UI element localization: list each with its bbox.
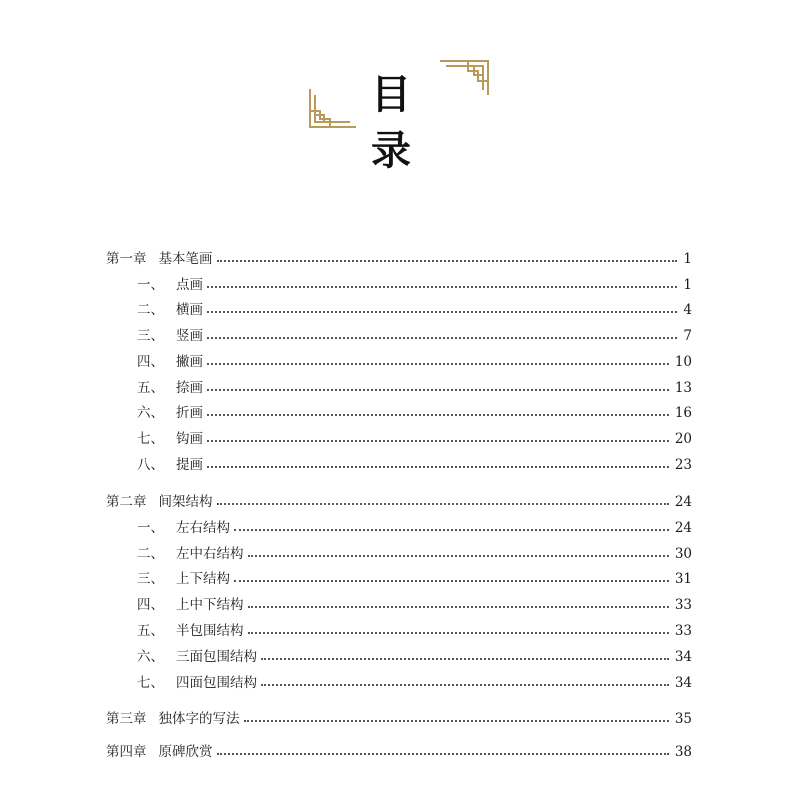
toc-section-entry (0, 594, 800, 616)
toc-page-number: 13 (674, 380, 692, 396)
toc-entry-title: 原碑欣赏 (158, 744, 213, 760)
toc-entry-label (137, 594, 244, 616)
toc-page-number: 34 (674, 649, 692, 665)
toc-entry-label (106, 248, 213, 270)
toc-entry-label (137, 517, 230, 539)
toc-dot-leader (207, 311, 677, 313)
toc-entry-title: 折画 (176, 405, 203, 421)
toc-section-entry (0, 402, 800, 424)
toc-entry-number: 五、 (137, 623, 164, 639)
toc-entry-number: 第一章 (106, 251, 147, 267)
toc-entry-title: 撇画 (176, 354, 203, 370)
toc-dot-leader (234, 529, 669, 531)
toc-section-entry (0, 646, 800, 668)
toc-chapter-entry (0, 708, 800, 730)
toc-page-number: 1 (683, 277, 692, 293)
toc-entry-number: 第二章 (106, 494, 147, 510)
toc-section-entry (0, 454, 800, 476)
toc-page-number: 34 (674, 675, 692, 691)
toc-dot-leader (207, 363, 669, 365)
toc-entry-title: 钩画 (176, 431, 203, 447)
toc-section-entry (0, 325, 800, 347)
toc-entry-label (137, 543, 244, 565)
toc-entry-number: 五、 (137, 380, 164, 396)
toc-page-number: 16 (674, 405, 692, 421)
toc-entry-title: 四面包围结构 (176, 675, 257, 691)
toc-page-number: 10 (674, 354, 692, 370)
toc-section-entry (0, 568, 800, 590)
toc-entry-label (137, 568, 230, 590)
toc-section-entry (0, 428, 800, 450)
toc-entry-number: 六、 (137, 649, 164, 665)
toc-section-entry (0, 517, 800, 539)
toc-entry-label (137, 428, 203, 450)
toc-page-number: 33 (674, 623, 692, 639)
toc-dot-leader (207, 440, 669, 442)
toc-dot-leader (217, 260, 677, 262)
toc-page-number: 7 (683, 328, 692, 344)
toc-dot-leader (248, 555, 669, 557)
toc-dot-leader (207, 414, 669, 416)
toc-page-number: 4 (683, 302, 692, 318)
toc-entry-title: 点画 (176, 277, 203, 293)
toc-entry-label (137, 325, 203, 347)
toc-entry-title: 基本笔画 (158, 251, 213, 267)
toc-page-number: 23 (674, 457, 692, 473)
toc-entry-title: 横画 (176, 302, 203, 318)
toc-dot-leader (207, 466, 669, 468)
toc-entry-title: 上下结构 (176, 571, 230, 587)
toc-entry-title: 上中下结构 (176, 597, 244, 613)
toc-chapter-entry (0, 248, 800, 270)
toc-dot-leader (261, 658, 669, 660)
toc-section-entry (0, 672, 800, 694)
toc-entry-number: 第四章 (106, 744, 147, 760)
toc-dot-leader (261, 684, 669, 686)
toc-entry-label (137, 454, 203, 476)
toc-entry-title: 半包围结构 (176, 623, 244, 639)
toc-page-number: 1 (683, 251, 692, 267)
toc-page-number: 35 (674, 711, 692, 727)
toc-entry-label (137, 274, 203, 296)
toc-entry-title: 左右结构 (176, 520, 230, 536)
toc-entry-number: 三、 (137, 571, 164, 587)
toc-dot-leader (248, 606, 669, 608)
toc-chapter-entry (0, 491, 800, 513)
toc-entry-label (106, 491, 213, 513)
toc-section-entry (0, 543, 800, 565)
toc-dot-leader (207, 337, 677, 339)
toc-page-number: 38 (674, 744, 692, 760)
toc-dot-leader (234, 580, 669, 582)
toc-dot-leader (207, 286, 677, 288)
toc-entry-label (137, 299, 203, 321)
toc-entry-label (137, 351, 203, 373)
toc-section-entry (0, 351, 800, 373)
toc-entry-number: 一、 (137, 520, 164, 536)
toc-entry-number: 一、 (137, 277, 164, 293)
toc-dot-leader (217, 503, 669, 505)
toc-page-number: 30 (674, 546, 692, 562)
toc-entry-title: 竖画 (176, 328, 203, 344)
toc-entry-label (106, 708, 240, 730)
toc-chapter-entry (0, 741, 800, 763)
toc-entry-number: 第三章 (106, 711, 147, 727)
toc-page-number: 33 (674, 597, 692, 613)
toc-entry-number: 七、 (137, 675, 164, 691)
toc-dot-leader (248, 632, 669, 634)
toc-section-entry (0, 299, 800, 321)
toc-entry-label (137, 672, 257, 694)
toc-entry-title: 捺画 (176, 380, 203, 396)
toc-page-number: 20 (674, 431, 692, 447)
page-title: 目录 (371, 72, 435, 174)
toc-entry-number: 八、 (137, 457, 164, 473)
toc-entry-title: 左中右结构 (176, 546, 244, 562)
toc-entry-number: 七、 (137, 431, 164, 447)
toc-page-number: 31 (674, 571, 692, 587)
toc-entry-label (137, 620, 244, 642)
toc-entry-number: 二、 (137, 546, 164, 562)
toc-entry-title: 提画 (176, 457, 203, 473)
toc-entry-label (137, 377, 203, 399)
toc-entry-label (137, 646, 257, 668)
toc-entry-number: 四、 (137, 597, 164, 613)
toc-entry-title: 间架结构 (158, 494, 213, 510)
toc-dot-leader (244, 720, 669, 722)
toc-page-number: 24 (674, 494, 692, 510)
toc-entry-number: 三、 (137, 328, 164, 344)
toc-entry-label (137, 402, 203, 424)
toc-entry-label (106, 741, 213, 763)
toc-section-entry (0, 274, 800, 296)
toc-entry-title: 独体字的写法 (158, 711, 240, 727)
toc-section-entry (0, 377, 800, 399)
toc-entry-number: 六、 (137, 405, 164, 421)
toc-dot-leader (207, 389, 669, 391)
toc-entry-title: 三面包围结构 (176, 649, 257, 665)
toc-section-entry (0, 620, 800, 642)
toc-page-number: 24 (674, 520, 692, 536)
toc-entry-number: 四、 (137, 354, 164, 370)
toc-entry-number: 二、 (137, 302, 164, 318)
toc-dot-leader (217, 753, 669, 755)
